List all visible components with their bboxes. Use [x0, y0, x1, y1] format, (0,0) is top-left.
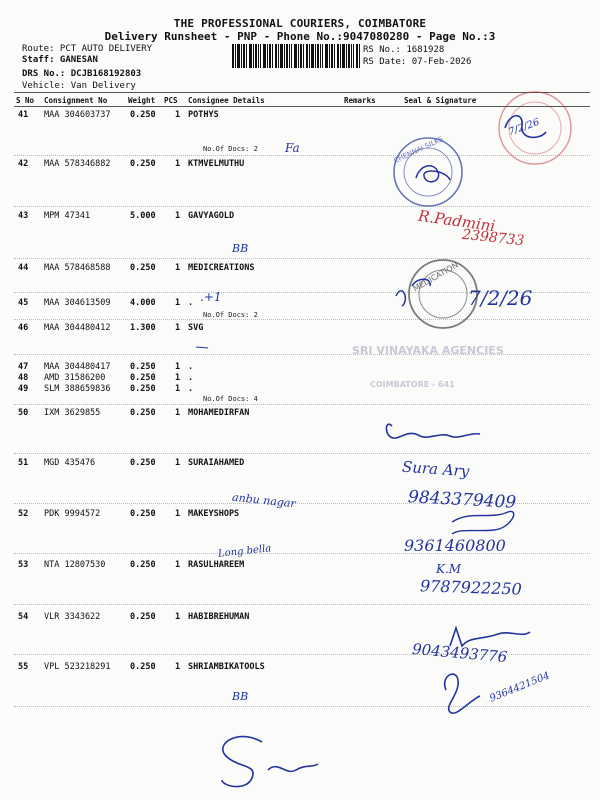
handwritten-remark: BB — [232, 690, 249, 703]
row-consignee: . — [188, 384, 194, 394]
row-consignment: VLR 3343622 — [44, 612, 101, 622]
row-pcs: 1 — [175, 408, 181, 418]
rs-date: RS Date: 07-Feb-2026 — [363, 57, 472, 67]
row-consignee: POTHYS — [188, 110, 219, 120]
handwritten-date: 7/2/26 — [507, 116, 542, 139]
docs-count: No.Of Docs: 4 — [203, 395, 258, 403]
row-pcs: 1 — [175, 373, 181, 383]
handwritten-phone: 2398733 — [461, 226, 526, 250]
handwritten-name: Sura Ary — [401, 457, 470, 481]
row-consignee: MAKEYSHOPS — [188, 509, 240, 519]
handwritten-remark: anbu nagar — [231, 490, 297, 511]
row-consignee: SURAIAHAMED — [188, 458, 245, 468]
row-pcs: 1 — [175, 263, 181, 273]
handwritten-initials: K.M — [436, 562, 462, 576]
row-sno: 53 — [18, 560, 29, 570]
vehicle-label: Vehicle: Van Delivery — [22, 81, 136, 91]
row-pcs: 1 — [175, 560, 181, 570]
row-sno: 48 — [18, 373, 29, 383]
row-consignee: . — [188, 362, 194, 372]
row-pcs: 1 — [175, 509, 181, 519]
row-weight: 0.250 — [130, 560, 156, 570]
handwritten-remark: Fa — [285, 141, 300, 155]
row-consignee: SHRIAMBIKATOOLS — [188, 662, 265, 672]
handwritten-phone: 9843379409 — [407, 487, 517, 513]
row-weight: 0.250 — [130, 662, 156, 672]
row-pcs: 1 — [175, 612, 181, 622]
row-consignment: MPM 47341 — [44, 211, 91, 221]
signature-stroke — [445, 674, 480, 713]
col-remarks: Remarks — [344, 96, 376, 105]
shop-seal-icon — [499, 92, 571, 164]
col-sno: S No — [16, 96, 35, 105]
row-consignment: MAA 304480417 — [44, 362, 111, 372]
faded-stamp-name: SRI VINAYAKA AGENCIES — [352, 344, 504, 357]
signature-stroke — [450, 628, 530, 646]
row-sno: 46 — [18, 323, 29, 333]
row-sno: 54 — [18, 612, 29, 622]
signature-stroke — [452, 511, 514, 534]
row-weight: 0.250 — [130, 362, 156, 372]
row-pcs: 1 — [175, 384, 181, 394]
row-sno: 52 — [18, 509, 29, 519]
faded-stamp-city: COIMBATORE - 641 — [370, 380, 455, 389]
row-weight: 0.250 — [130, 384, 156, 394]
row-pcs: 1 — [175, 323, 181, 333]
col-pcs: PCS — [164, 96, 178, 105]
row-consignment: VPL 523218291 — [44, 662, 111, 672]
row-consignment: MAA 304480412 — [44, 323, 111, 333]
handwritten-remark: BB — [232, 242, 249, 255]
staff-label: Staff: GANESAN — [22, 55, 98, 65]
row-consignee: MOHAMEDIRFAN — [188, 408, 250, 418]
row-pcs: 1 — [175, 159, 181, 169]
row-weight: 0.250 — [130, 263, 156, 273]
row-sno: 51 — [18, 458, 29, 468]
row-sno: 45 — [18, 298, 29, 308]
row-consignee: HABIBREHUMAN — [188, 612, 250, 622]
row-consignment: PDK 9994572 — [44, 509, 101, 519]
handwritten-name: R.Padmini — [417, 206, 497, 236]
row-consignment: MAA 578468588 — [44, 263, 111, 273]
col-seal: Seal & Signature — [404, 96, 477, 105]
row-sno: 50 — [18, 408, 29, 418]
bottom-signature-stroke — [222, 737, 318, 787]
svg-text:CHENNAI SILKS: CHENNAI SILKS — [392, 134, 445, 165]
row-weight: 0.250 — [130, 373, 156, 383]
row-weight: 0.250 — [130, 110, 156, 120]
row-consignment: NTA 12807530 — [44, 560, 106, 570]
row-consignment: MGD 435476 — [44, 458, 96, 468]
handwritten-phone: 9364421504 — [488, 670, 552, 705]
handwritten-date: 7/2/26 — [468, 286, 533, 310]
row-consignee: . — [188, 298, 194, 308]
drs-label: DRS No.: DCJB168192803 — [22, 69, 142, 79]
col-consignee: Consignee Details — [188, 96, 265, 105]
row-sno: 49 — [18, 384, 29, 394]
row-consignment: IXM 3629855 — [44, 408, 101, 418]
row-pcs: 1 — [175, 298, 181, 308]
row-consignee: MEDICREATIONS — [188, 263, 255, 273]
row-sno: 41 — [18, 110, 29, 120]
row-pcs: 1 — [175, 458, 181, 468]
medication-seal-icon — [396, 260, 477, 328]
row-consignment: MAA 304603737 — [44, 110, 111, 120]
row-weight: 0.250 — [130, 612, 156, 622]
route-label: Route: PCT AUTO DELIVERY — [22, 44, 153, 54]
handwritten-mark: .+1 — [200, 290, 222, 304]
col-weight: Weight — [128, 96, 156, 105]
row-consignee: SVG — [188, 323, 204, 333]
row-pcs: 1 — [175, 662, 181, 672]
handwritten-phone: 9787922250 — [419, 576, 523, 599]
row-weight: 0.250 — [130, 159, 156, 169]
docs-count: No.Of Docs: 2 — [203, 311, 258, 319]
row-consignee: . — [188, 373, 194, 383]
row-weight: 5.000 — [130, 211, 156, 221]
col-consignment: Consignment No — [44, 96, 108, 105]
row-weight: 1.300 — [130, 323, 156, 333]
row-weight: 0.250 — [130, 458, 156, 468]
row-pcs: 1 — [175, 211, 181, 221]
handwritten-phone: 9361460800 — [404, 536, 506, 555]
row-consignment: AMD 31586200 — [44, 373, 106, 383]
handwritten-remark: Long bella — [217, 543, 272, 560]
row-sno: 44 — [18, 263, 29, 273]
row-pcs: 1 — [175, 362, 181, 372]
docs-count: No.Of Docs: 2 — [203, 145, 258, 153]
row-sno: 43 — [18, 211, 29, 221]
row-sno: 42 — [18, 159, 29, 169]
row-sno: 47 — [18, 362, 29, 372]
signature-stroke — [386, 424, 480, 438]
row-sno: 55 — [18, 662, 29, 672]
row-consignment: SLM 388659836 — [44, 384, 111, 394]
row-consignee: KTMVELMUTHU — [188, 159, 245, 169]
row-weight: 0.250 — [130, 509, 156, 519]
rs-number: RS No.: 1681928 — [363, 45, 445, 55]
row-pcs: 1 — [175, 110, 181, 120]
company-title: THE PROFESSIONAL COURIERS, COIMBATORE — [173, 17, 427, 30]
row-consignee: GAVYAGOLD — [188, 211, 235, 221]
row-weight: 0.250 — [130, 408, 156, 418]
svg-text:MEDICATION: MEDICATION — [411, 260, 460, 294]
row-consignment: MAA 578346882 — [44, 159, 111, 169]
runsheet-subtitle: Delivery Runsheet - PNP - Phone No.:9047080280 - Page No.:3 — [104, 30, 496, 43]
chennai-silks-seal-icon — [393, 135, 462, 206]
row-consignee: RASULHAREEM — [188, 560, 245, 570]
handwritten-phone: 9043493776 — [411, 639, 509, 667]
row-weight: 4.000 — [130, 298, 156, 308]
row-consignment: MAA 304613509 — [44, 298, 111, 308]
